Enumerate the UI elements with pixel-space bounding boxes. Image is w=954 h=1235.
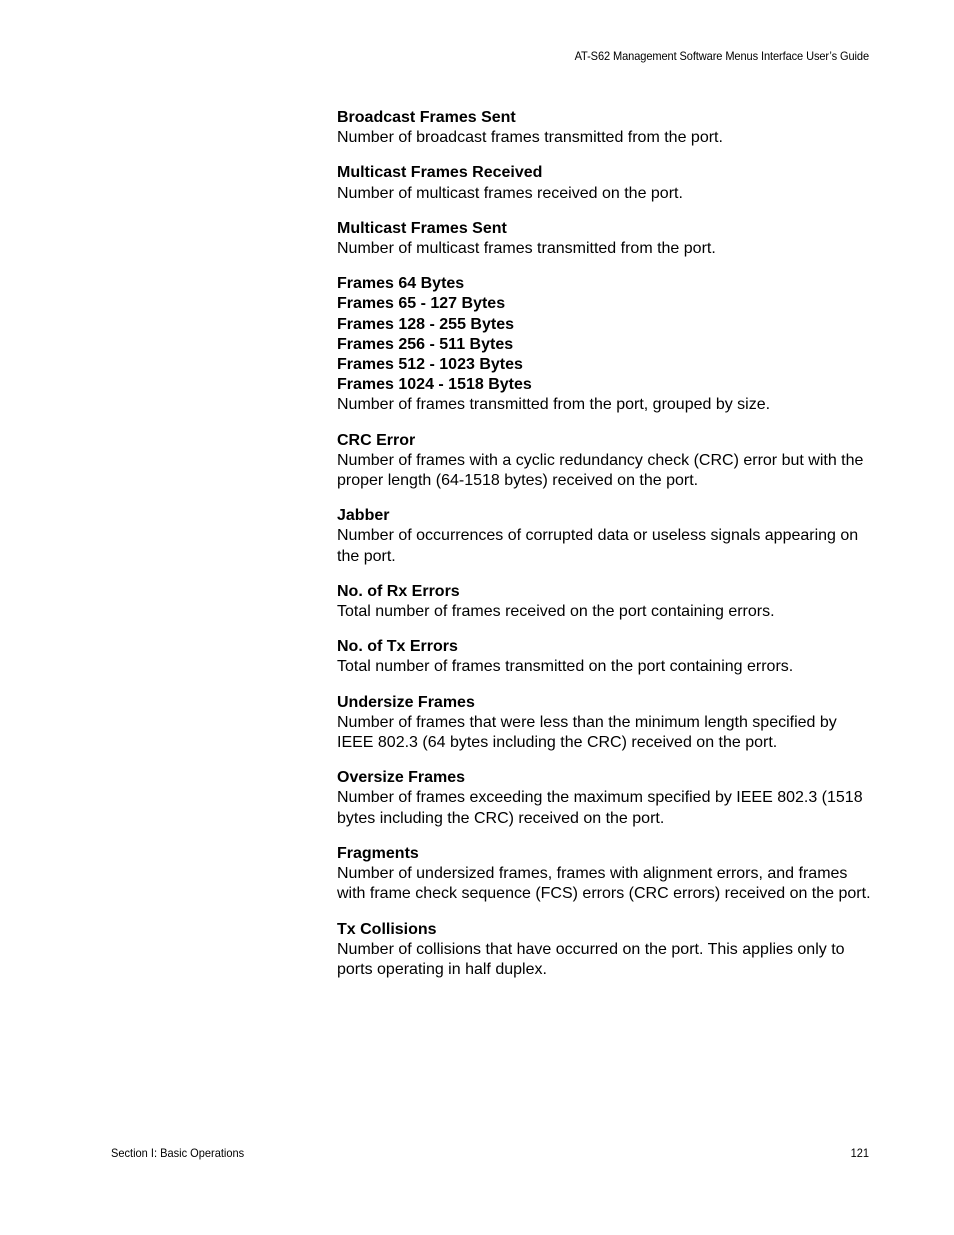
definition-entry: [337, 506, 877, 567]
term-heading: Frames 65 - 127 Bytes: [337, 295, 506, 313]
term-heading: Frames 256 - 511 Bytes: [337, 335, 514, 353]
term-description: Total number of frames received on the port containing errors.: [337, 603, 775, 621]
definition-entry: [337, 108, 877, 148]
definition-entry: [337, 431, 877, 492]
term-heading: Multicast Frames Sent: [337, 219, 507, 237]
term-description: Number of multicast frames transmitted from the port.: [337, 240, 716, 258]
term-description: Number of frames exceeding the maximum specified by IEEE 802.3 (1518 bytes including the CRC) received on the port.: [337, 789, 863, 827]
term-heading: Multicast Frames Received: [337, 164, 543, 182]
term-heading: Undersize Frames: [337, 693, 475, 711]
definition-entry: [337, 219, 877, 259]
term-heading: Fragments: [337, 844, 419, 862]
term-description: Number of frames that were less than the minimum length specified by IEEE 802.3 (64 bytes including the CRC) received on the port.: [337, 713, 837, 752]
term-heading: Tx Collisions: [337, 920, 437, 938]
term-heading: No. of Tx Errors: [337, 638, 458, 656]
term-description: Total number of frames transmitted on the port containing errors.: [337, 658, 794, 676]
footer-page-number: 121: [850, 1146, 869, 1160]
running-header: AT-S62 Management Software Menus Interface User’s Guide: [574, 49, 869, 63]
footer-section-label: Section I: Basic Operations: [111, 1146, 245, 1160]
term-heading: No. of Rx Errors: [337, 582, 460, 600]
definition-entry: [337, 582, 877, 622]
term-description: Number of occurrences of corrupted data or useless signals appearing on the port.: [337, 527, 859, 565]
definition-entry: [337, 844, 877, 905]
term-heading: Frames 128 - 255 Bytes: [337, 315, 514, 333]
term-description: Number of broadcast frames transmitted from the port.: [337, 129, 723, 147]
definition-entry: [337, 920, 877, 981]
term-heading: Frames 1024 - 1518 Bytes: [337, 376, 532, 394]
term-description: Number of frames with a cyclic redundancy check (CRC) error but with the proper length (64-1518 bytes) received on the port.: [337, 451, 864, 490]
definition-entry: [337, 637, 877, 677]
term-heading: Oversize Frames: [337, 769, 466, 787]
definition-entry: [337, 768, 877, 829]
term-description: Number of frames transmitted from the port, grouped by size.: [337, 396, 771, 414]
term-heading: Broadcast Frames Sent: [337, 109, 516, 126]
definition-entry: [337, 163, 877, 203]
term-heading: Frames 512 - 1023 Bytes: [337, 356, 523, 374]
statistics-definition-list: [337, 108, 877, 995]
definition-entry: [337, 274, 877, 415]
term-description: Number of collisions that have occurred on the port. This applies only to ports operating in half duplex.: [337, 940, 845, 978]
term-description: Number of multicast frames received on the port.: [337, 184, 683, 202]
term-heading: Frames 64 Bytes: [337, 275, 465, 293]
term-heading: Jabber: [337, 507, 390, 525]
term-description: Number of undersized frames, frames with alignment errors, and frames with frame check sequence (FCS) errors (CRC errors) received on the port.: [337, 865, 871, 903]
definition-entry: [337, 693, 877, 754]
term-heading: CRC Error: [337, 431, 416, 449]
